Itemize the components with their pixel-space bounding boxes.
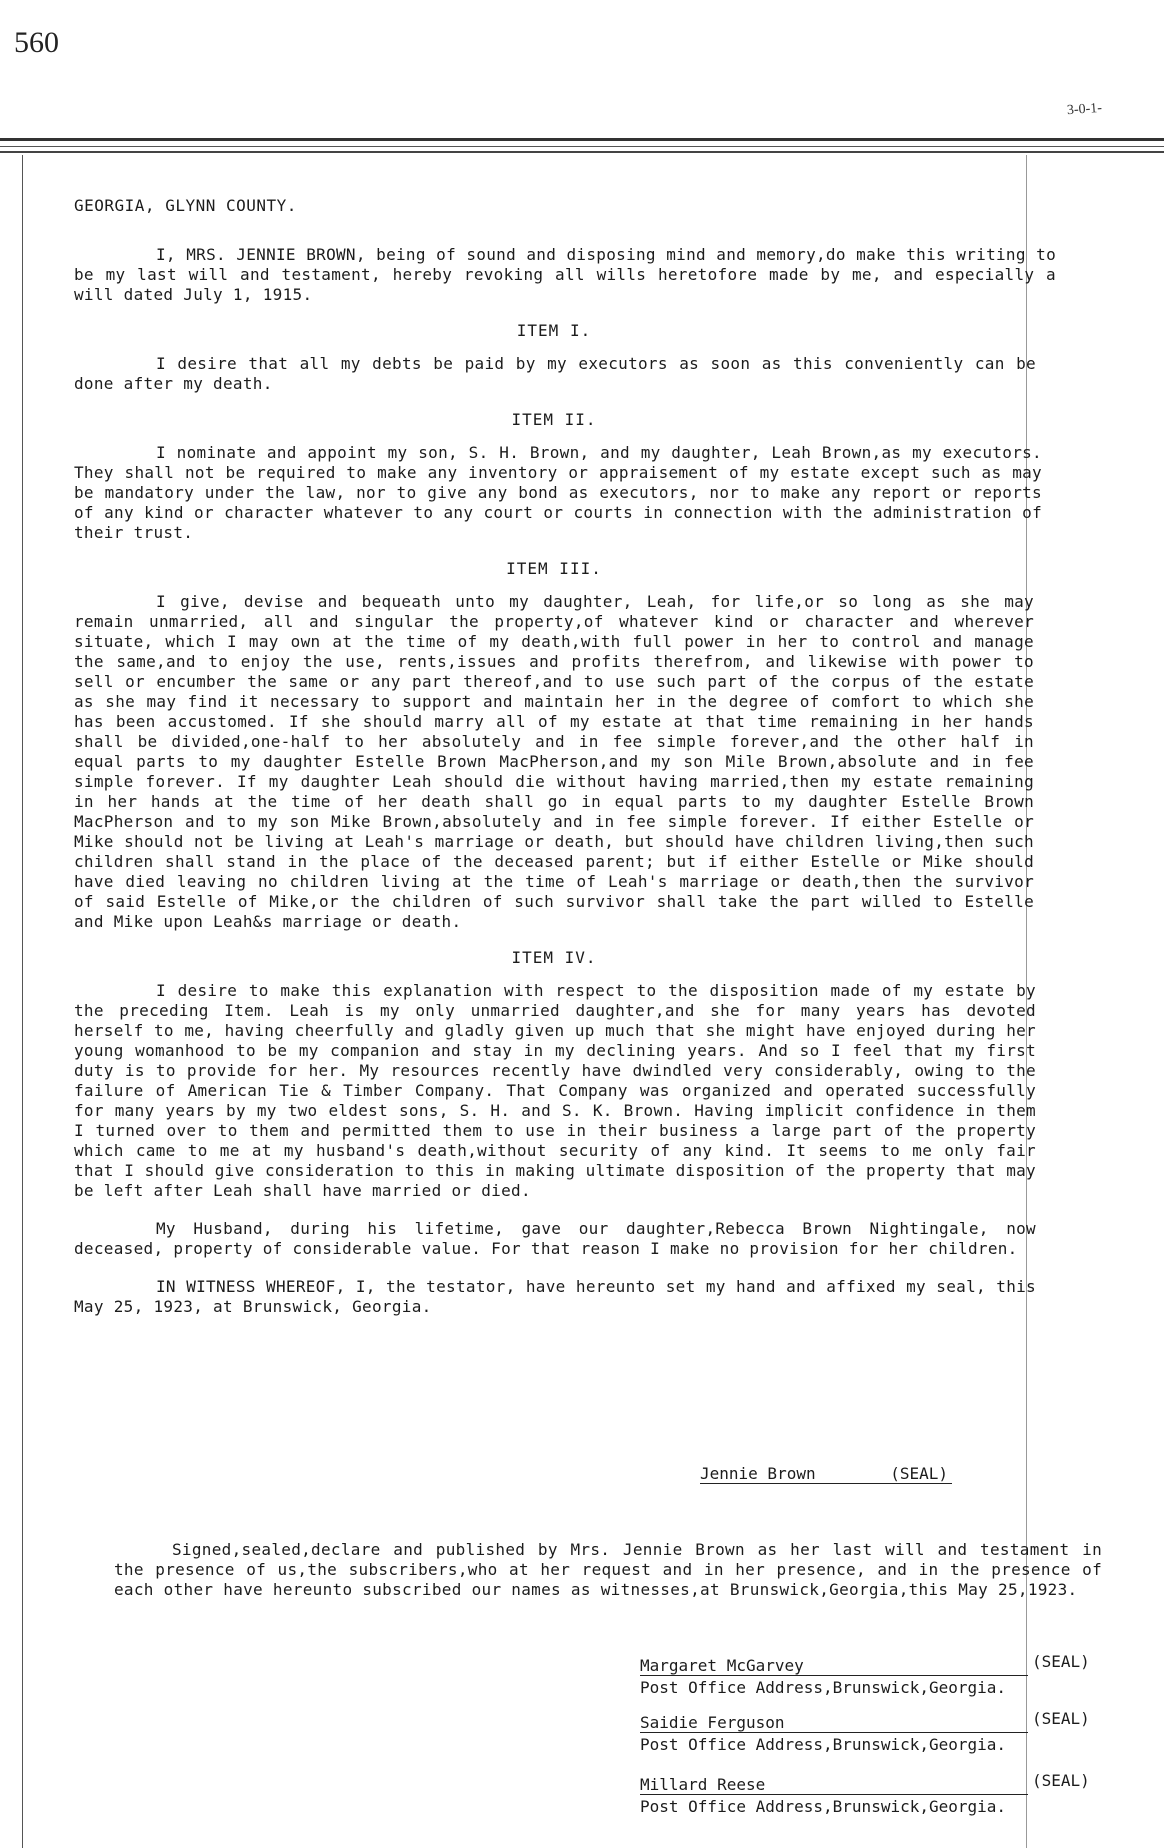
item-3-title: ITEM III. — [506, 559, 602, 578]
testator-signature — [700, 1464, 952, 1484]
witness-signature — [640, 1709, 1092, 1754]
witness-seal: (SEAL) — [1032, 1709, 1090, 1728]
witness-signature — [640, 1771, 1092, 1816]
witness-address: Post Office Address,Brunswick,Georgia. — [640, 1678, 1007, 1697]
witness-clause: IN WITNESS WHEREOF, I, the testator, have hereunto set my hand and affixed my seal, this May 25, 1923, at Brunswick, Georgia. — [74, 1277, 1036, 1316]
item-1-text: I desire that all my debts be paid by my executors as soon as this conveniently can be done after my death. — [74, 354, 1036, 393]
witness-signature — [640, 1652, 1092, 1697]
witness-address: Post Office Address,Brunswick,Georgia. — [640, 1797, 1007, 1816]
intro-paragraph: I, MRS. JENNIE BROWN, being of sound and disposing mind and memory,do make this writing to be my last will and testament, hereby revoking all wills heretofore made by me, and especially a will dated July 1, 1915. — [74, 245, 1056, 304]
item-2-text: I nominate and appoint my son, S. H. Brown, and my daughter, Leah Brown,as my executors. They shall not be required to make any inventory or appraisement of my estate except such as may be mandatory under the law, nor to give any bond as executors, nor to make any report or reports of any kind or character whatever to any court or courts in connection with the administration of their trust. — [74, 443, 1042, 542]
attestation-paragraph: Signed,sealed,declare and published by Mrs. Jennie Brown as her last will and testament in the presence of us,the subscribers,who at her request and in her presence, and in the presence of each other have hereunto subscribed our names as witnesses,at Brunswick,Georgia,this May 25,1923. — [114, 1540, 1102, 1599]
item-1-title: ITEM I. — [516, 321, 592, 340]
item-4-text: I desire to make this explanation with respect to the disposition made of my estate by the preceding Item. Leah is my only unmarried daughter,and she for many years has devoted herself to me, having cheerfully and gladly given up much that she might have enjoyed during her young womanhood to be my companion and stay in my declining years. And so I feel that my first duty is to provide for her. My resources recently have dwindled very considerably, owing to the failure of American Tie & Timber Company. That Company was organized and operated successfully for many years by my two eldest sons, S. H. and S. K. Brown. Having implicit confidence in them I turned over to them and permitted them to use in their business a large part of the property which came to me at my husband's death,without security of any kind. It seems to me only fair that I should give consideration to this in making ultimate disposition of the property that may be left after Leah shall have married or died. — [74, 981, 1036, 1200]
top-rule-thin — [0, 146, 1164, 147]
witness-name: Margaret McGarvey — [640, 1656, 1028, 1676]
witness-address: Post Office Address,Brunswick,Georgia. — [640, 1735, 1007, 1754]
page-number: 560 — [14, 26, 59, 59]
witness-name: Saidie Ferguson — [640, 1713, 1028, 1733]
witness-seal: (SEAL) — [1032, 1652, 1090, 1671]
left-margin-line — [22, 155, 23, 1848]
husband-paragraph: My Husband, during his lifetime, gave our daughter,Rebecca Brown Nightingale, now deceased, property of considerable value. For that reason I make no provision for her children. — [74, 1219, 1036, 1258]
record-stamp: 3-0-1- — [1066, 100, 1103, 119]
county-heading: GEORGIA, GLYNN COUNTY. — [74, 196, 297, 215]
item-3-text: I give, devise and bequeath unto my daughter, Leah, for life,or so long as she may remain unmarried, all and singular the property,of whatever kind or character and wherever situate, which I may own at the time of my death,with full power in her to control and manage the same,and to enjoy the use, rents,issues and profits therefrom, and likewise with power to sell or encumber the same or any part thereof,and to use such part of the corpus of the estate as she may find it necessary to support and maintain her in the degree of comfort to which she has been accustomed. If she should marry all of my estate at that time remaining in her hands shall be divided,one-half to her absolutely and in fee simple forever,and the other half in equal parts to my daughter Estelle Brown MacPherson,and my son Mile Brown,absolute and in fee simple forever. If my daughter Leah should die without having married,then my estate remaining in her hands at the time of her death shall go in equal parts to my daughter Estelle Brown MacPherson and to my son Mike Brown,absolutely and in fee simple forever. If either Estelle or Mike should not be living at Leah's marriage or death, but should have children living,then such children shall stand in the place of the deceased parent; but if either Estelle or Mike should have died leaving no children living at the time of Leah's marriage or death,then the survivor of said Estelle of Mike,or the children of such survivor shall take the part willed to Estelle and Mike upon Leah&s marriage or death. — [74, 592, 1034, 931]
top-rule-lower — [0, 151, 1164, 153]
witness-name: Millard Reese — [640, 1775, 1028, 1795]
witness-seal: (SEAL) — [1032, 1771, 1090, 1790]
attestation-block — [114, 1540, 1102, 1600]
will-document — [74, 196, 1074, 1317]
testator-seal: (SEAL) — [890, 1464, 948, 1483]
item-2-title: ITEM II. — [511, 410, 597, 429]
top-rule — [0, 138, 1164, 141]
item-4-title: ITEM IV. — [511, 948, 597, 967]
testator-name: Jennie Brown — [700, 1464, 952, 1484]
